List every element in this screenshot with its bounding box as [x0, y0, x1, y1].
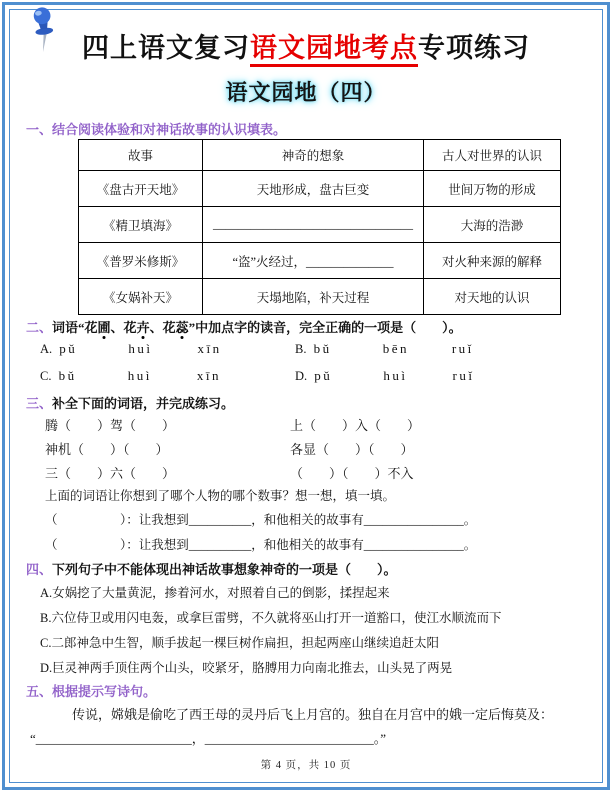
pinyin-syllable: huì	[383, 368, 408, 383]
table-header-understanding: 古人对世界的认识	[424, 140, 561, 171]
idiom-fill-blanks	[45, 414, 420, 486]
option-label: C.	[40, 369, 52, 383]
table-row	[79, 279, 561, 315]
option-b	[295, 341, 570, 357]
section1-heading: 一、结合阅读体验和对神话故事的认识填表。	[26, 122, 287, 137]
title-highlight: 语文园地考点	[250, 33, 418, 67]
option-label: D.	[295, 369, 308, 383]
table-cell: 大海的浩渺	[424, 207, 561, 243]
table-cell: 《女娲补天》	[79, 279, 203, 315]
section5-answer-line: “________________________，__________________________。”	[30, 731, 387, 746]
section4-number: 四、	[26, 562, 53, 577]
table-cell: 对火种来源的解释	[424, 243, 561, 279]
section3-fill-line: （ ）：让我想到__________，和他相关的故事有________________。	[45, 538, 477, 552]
section2-heading	[26, 317, 462, 336]
section2-question-part: 、花	[149, 320, 176, 335]
pinyin-syllable: ruǐ	[451, 341, 474, 356]
idiom-blank: 神机（ ）（ ）	[45, 442, 169, 457]
idiom-blank: （ ）（ ）不入	[290, 466, 414, 481]
table-cell: 《精卫填海》	[79, 207, 203, 243]
page-title	[0, 26, 612, 65]
pinyin-syllable: xīn	[196, 368, 221, 383]
section2-number: 二、	[26, 320, 53, 335]
option-c: C.二郎神急中生智，顺手拔起一棵巨树作扁担，担起两座山继续追赶太阳	[40, 636, 439, 650]
section2-question-part: ”中加点字的读音，完全正确的一项是（ ）。	[188, 320, 462, 335]
dotted-char-pu: 圃	[97, 320, 111, 335]
option-d	[295, 368, 570, 384]
page-number: 第 4 页，共 10 页	[260, 760, 352, 771]
table-cell: 《普罗米修斯》	[79, 243, 203, 279]
table-header-row	[79, 140, 561, 171]
pinyin-syllable: bēn	[382, 341, 409, 356]
option-label: A.	[40, 342, 53, 356]
option-a	[40, 341, 295, 357]
pinyin-syllable: xīn	[197, 341, 222, 356]
section5-number: 五、	[26, 684, 53, 699]
subtitle-text: 语文园地（四）	[225, 80, 387, 105]
section5-heading-text: 根据提示写诗句。	[52, 684, 157, 699]
table-cell: 世间万物的形成	[424, 171, 561, 207]
table-cell: 对天地的认识	[424, 279, 561, 315]
option-a: A.女娲挖了大量黄泥，掺着河水，对照着自己的倒影，揉捏起来	[40, 586, 390, 600]
pinyin-syllable: pǔ	[59, 341, 78, 356]
table-cell-blank: “盗”火经过，______________	[203, 243, 424, 279]
page-subtitle	[0, 76, 612, 107]
pinyin-syllable: bǔ	[58, 368, 77, 383]
section3-number: 三、	[26, 396, 53, 411]
table-cell: 《盘古开天地》	[79, 171, 203, 207]
section5-heading	[26, 681, 156, 700]
table-cell-blank: ________________________________	[203, 207, 424, 243]
pinyin-options	[40, 341, 570, 384]
table-row	[79, 207, 561, 243]
section2-question-part: 、花	[110, 320, 137, 335]
idiom-row	[45, 414, 420, 438]
section2-question-part: 词语“花	[52, 320, 98, 335]
table-cell: 天塌地陷，补天过程	[203, 279, 424, 315]
section4-heading	[26, 559, 397, 578]
title-suffix: 专项练习	[418, 33, 530, 63]
title-prefix: 四上语文复习	[82, 33, 250, 63]
option-label: B.	[295, 342, 307, 356]
section3-prompt: 上面的词语让你想到了哪个人物的哪个数事？想一想，填一填。	[45, 489, 396, 503]
table-row	[79, 171, 561, 207]
myth-story-table	[78, 139, 561, 315]
pinyin-syllable: huì	[127, 368, 152, 383]
pinyin-syllable: pǔ	[314, 368, 333, 383]
option-c	[40, 368, 295, 384]
idiom-blank: 上（ ）入（ ）	[290, 418, 421, 433]
idiom-row	[45, 462, 420, 486]
idiom-blank: 各显（ ）（ ）	[290, 442, 414, 457]
option-d: D.巨灵神两手顶住两个山头，咬紧牙，胳膊用力向南北推去，山头晃了两晃	[40, 661, 453, 675]
idiom-blank: 三（ ）六（ ）	[45, 466, 176, 481]
section3-fill-line: （ ）：让我想到__________，和他相关的故事有________________。	[45, 513, 477, 527]
dotted-char-hui: 卉	[136, 320, 150, 335]
section5-prompt: 传说，嫦娥是偷吃了西王母的灵丹后飞上月宫的。独自在月宫中的娥一定后悔莫及：	[72, 707, 554, 722]
section3-heading	[26, 393, 234, 412]
section4-heading-text: 下列句子中不能体现出神话故事想象神奇的一项是（ ）。	[52, 562, 397, 577]
pinyin-syllable: bǔ	[313, 341, 332, 356]
table-header-imagination: 神奇的想象	[203, 140, 424, 171]
option-b: B.六位侍卫或用闪电轰，或拿巨雷劈，不久就将巫山打开一道豁口，使江水顺流而下	[40, 611, 502, 625]
pinyin-syllable: huì	[128, 341, 153, 356]
table-header-story: 故事	[79, 140, 203, 171]
section3-heading-text: 补全下面的词语，并完成练习。	[52, 396, 235, 411]
dotted-char-rui: 蕊	[175, 320, 189, 335]
pinyin-syllable: ruǐ	[452, 368, 475, 383]
section4-options	[40, 581, 501, 681]
idiom-blank: 腾（ ）驾（ ）	[45, 418, 176, 433]
table-row	[79, 243, 561, 279]
table-cell: 天地形成，盘古巨变	[203, 171, 424, 207]
idiom-row	[45, 438, 420, 462]
